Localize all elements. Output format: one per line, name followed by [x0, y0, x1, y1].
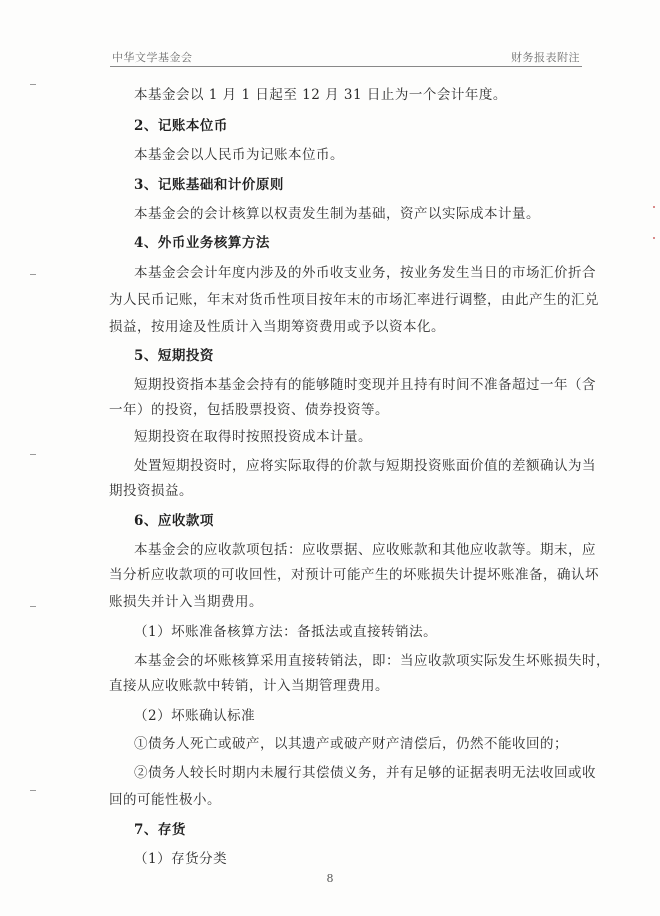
paragraph-short-term-investment-cost: 短期投资在取得时按照投资成本计量。 — [134, 429, 372, 445]
paragraph-foreign-currency-line: 本基金会会计年度内涉及的外币收支业务，按业务发生当日的市场汇价折合 — [134, 265, 596, 281]
margin-tick — [30, 84, 36, 85]
margin-tick — [30, 606, 36, 607]
heading-bookkeeping-currency: 2、记账本位币 — [134, 118, 228, 134]
paragraph-bad-debt-method-line: 本基金会的坏账核算采用直接转销法，即：当应收款项实际发生坏账损失时， — [134, 653, 610, 669]
page-number: 8 — [326, 872, 334, 885]
margin-tick — [30, 274, 36, 275]
scan-artifact-mark — [653, 206, 655, 208]
subheading-inventory-classification: （1）存货分类 — [134, 851, 228, 867]
heading-foreign-currency: 4、外币业务核算方法 — [134, 235, 270, 251]
paragraph-investment-disposal-line: 期投资损益。 — [109, 483, 193, 499]
heading-accounting-basis: 3、记账基础和计价原则 — [134, 177, 284, 193]
scan-artifact-mark — [653, 237, 655, 239]
paragraph-short-term-investment-line: 短期投资指本基金会持有的能够随时变现并且持有时间不准备超过一年（含 — [134, 377, 596, 393]
subheading-bad-debt-method: （1）坏账准备核算方法：备抵法或直接转销法。 — [134, 624, 438, 640]
paragraph-receivables-line: 账损失并计入当期费用。 — [109, 594, 263, 610]
paragraph-receivables-line: 本基金会的应收款项包括：应收票据、应收账款和其他应收款等。期末，应 — [134, 542, 596, 558]
list-item-criterion-2-line: ②债务人较长时期内未履行其偿债义务，并有足够的证据表明无法收回或收 — [134, 765, 596, 781]
paragraph-short-term-investment-line: 一年）的投资，包括股票投资、债券投资等。 — [109, 402, 389, 418]
paragraph-bookkeeping-currency: 本基金会以人民币为记账本位币。 — [134, 147, 344, 163]
header-rule — [110, 66, 582, 67]
paragraph-foreign-currency-line: 损益，按用途及性质计入当期筹资费用或予以资本化。 — [109, 319, 445, 335]
paragraph-receivables-line: 当分析应收款项的可收回性，对预计可能产生的坏账损失计提坏账准备，确认坏 — [109, 567, 599, 583]
paragraph-fiscal-year: 本基金会以 1 月 1 日起至 12 月 31 日止为一个会计年度。 — [134, 87, 507, 103]
header-organization-name: 中华文学基金会 — [112, 51, 193, 64]
paragraph-accounting-basis: 本基金会的会计核算以权责发生制为基础，资产以实际成本计量。 — [134, 206, 540, 222]
header-section-title: 财务报表附注 — [511, 51, 580, 64]
heading-short-term-investment: 5、短期投资 — [134, 348, 214, 364]
heading-inventory: 7、存货 — [134, 822, 186, 838]
paragraph-foreign-currency-line: 为人民币记账，年末对货币性项目按年末的市场汇率进行调整，由此产生的汇兑 — [109, 292, 599, 308]
heading-receivables: 6、应收款项 — [134, 513, 214, 529]
paragraph-investment-disposal-line: 处置短期投资时，应将实际取得的价款与短期投资账面价值的差额确认为当 — [134, 458, 596, 474]
paragraph-bad-debt-method-line: 直接从应收账款中转销，计入当期管理费用。 — [109, 678, 389, 694]
list-item-criterion-1: ①债务人死亡或破产，以其遗产或破产财产清偿后，仍然不能收回的； — [134, 736, 568, 752]
margin-tick — [30, 790, 36, 791]
margin-tick — [30, 454, 36, 455]
subheading-bad-debt-criteria: （2）坏账确认标准 — [134, 708, 256, 724]
list-item-criterion-2-line: 回的可能性极小。 — [109, 792, 221, 808]
